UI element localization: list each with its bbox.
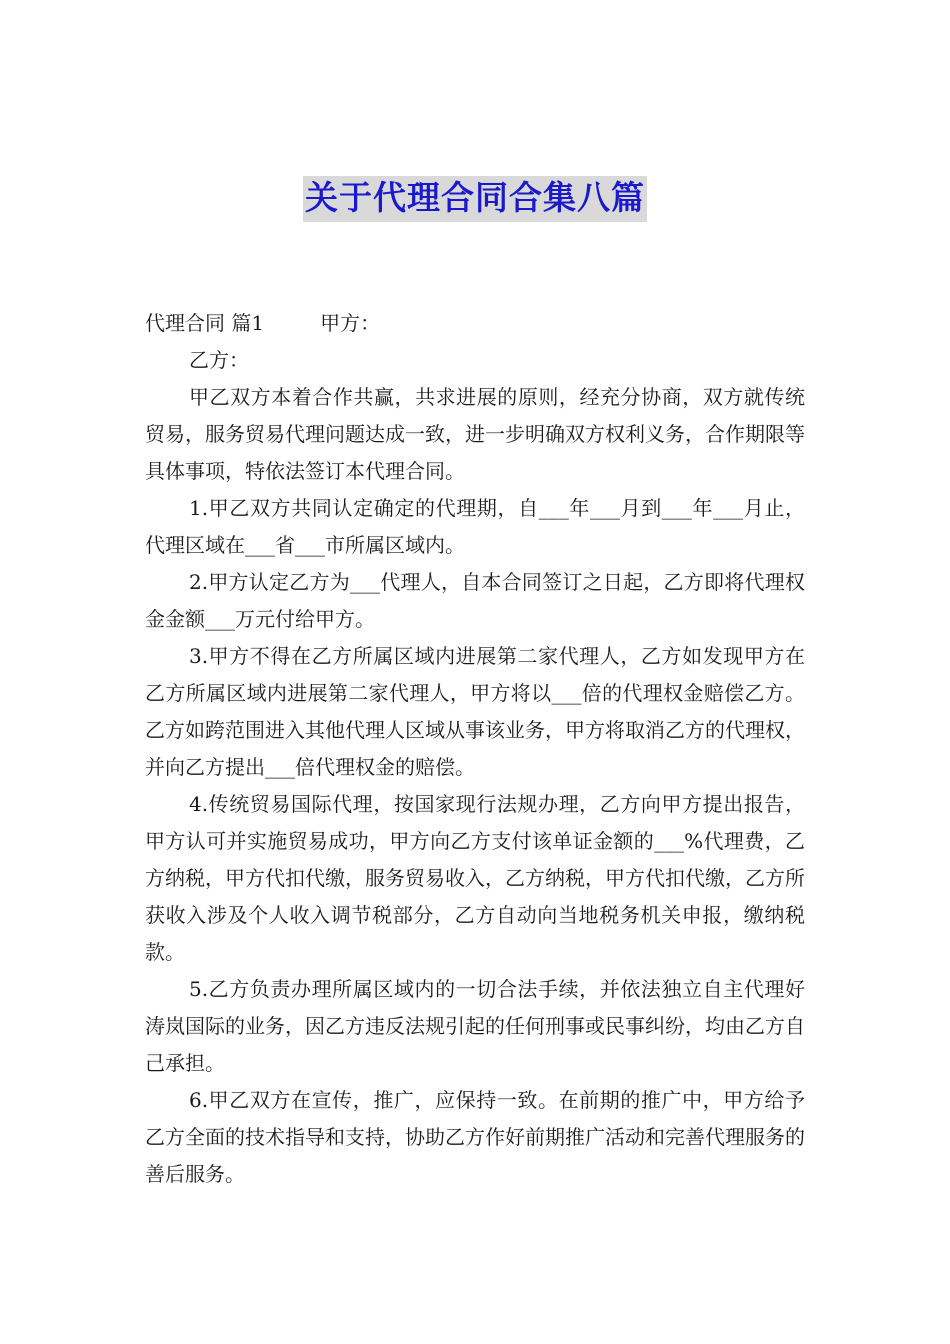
document-body	[145, 305, 805, 1193]
clause-6: 6.甲乙双方在宣传，推广，应保持一致。在前期的推广中，甲方给予乙方全面的技术指导和支持，协助乙方作好前期推广活动和完善代理服务的善后服务。	[145, 1088, 805, 1186]
clause-3: 3.甲方不得在乙方所属区域内进展第二家代理人，乙方如发现甲方在乙方所属区域内进展第二家代理人，甲方将以___倍的代理权金赔偿乙方。乙方如跨范围进入其他代理人区域从事该业务，甲方将取消乙方的代理权，并向乙方提出___倍代理权金的赔偿。	[145, 644, 805, 779]
title-container	[0, 176, 950, 222]
section-heading: 代理合同 篇1	[145, 311, 265, 335]
clause-1: 1.甲乙双方共同认定确定的代理期，自___年___月到___年___月止，代理区域在___省___市所属区域内。	[145, 496, 805, 557]
section-heading-line	[145, 305, 805, 342]
preamble-paragraph: 甲乙双方本着合作共赢，共求进展的原则，经充分协商，双方就传统贸易，服务贸易代理问题达成一致，进一步明确双方权利义务，合作期限等具体事项，特依法签订本代理合同。	[145, 385, 805, 483]
document-title: 关于代理合同合集八篇	[303, 176, 647, 222]
party-b-label: 乙方：	[189, 348, 249, 372]
party-a-label: 甲方：	[320, 311, 381, 335]
clause-4: 4.传统贸易国际代理，按国家现行法规办理，乙方向甲方提出报告，甲方认可并实施贸易成功，甲方向乙方支付该单证金额的___%代理费，乙方纳税，甲方代扣代缴，服务贸易收入，乙方纳税，甲方代扣代缴，乙方所获收入涉及个人收入调节税部分，乙方自动向当地税务机关申报，缴纳税款。	[145, 792, 805, 964]
clause-5: 5.乙方负责办理所属区域内的一切合法手续，并依法独立自主代理好涛岚国际的业务，因乙方违反法规引起的任何刑事或民事纠纷，均由乙方自己承担。	[145, 977, 805, 1075]
clause-2: 2.甲方认定乙方为___代理人，自本合同签订之日起，乙方即将代理权金金额___万元付给甲方。	[145, 570, 805, 631]
